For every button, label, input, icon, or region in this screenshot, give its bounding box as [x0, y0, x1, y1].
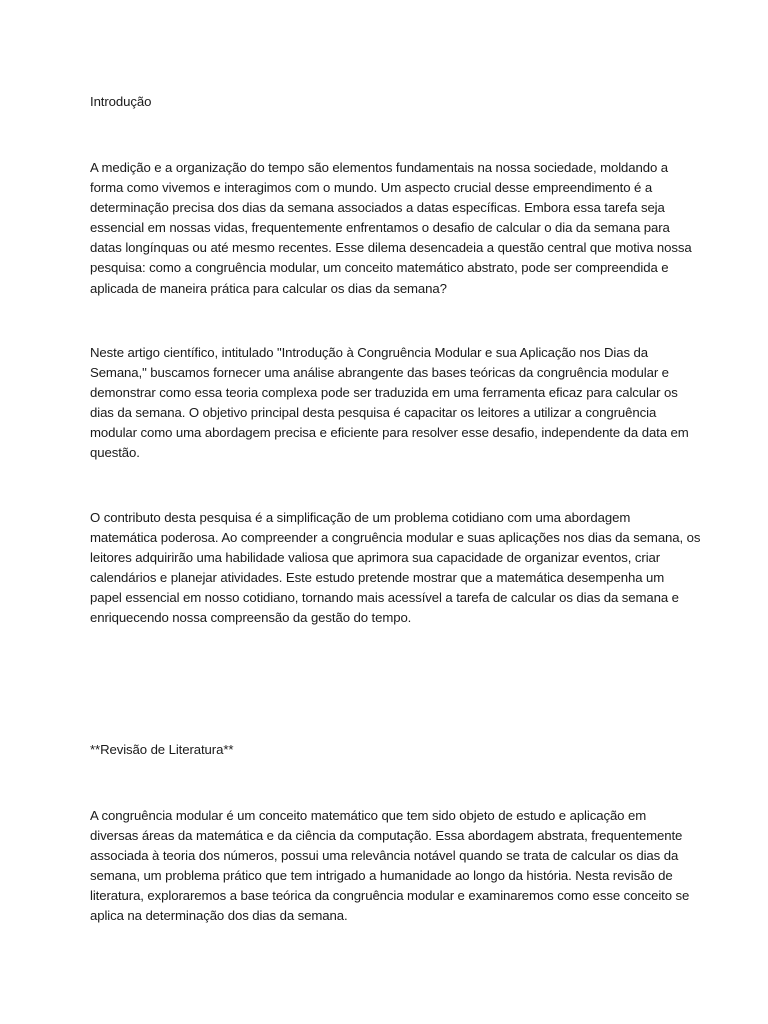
paragraph-line: aplica na determinação dos dias da semana. [90, 908, 348, 924]
paragraph-line: semana, um problema prático que tem intrigado a humanidade ao longo da história. Nesta revisão de [90, 868, 673, 884]
paragraph-line: essencial em nossas vidas, frequentemente enfrentamos o desafio de calcular o dia da semana para [90, 220, 670, 236]
paragraph-line: associada à teoria dos números, possui uma relevância notável quando se trata de calcular os dias da [90, 848, 679, 864]
paragraph-line: matemática poderosa. Ao compreender a congruência modular e suas aplicações nos dias da semana, os [90, 530, 701, 546]
paragraph-line: questão. [90, 445, 140, 461]
heading-text: Introdução [90, 94, 152, 109]
paragraph-line: enriquecendo nossa compreensão da gestão do tempo. [90, 610, 412, 626]
paragraph-line: pesquisa: como a congruência modular, um conceito matemático abstrato, pode ser compreendida e [90, 260, 669, 276]
paragraph-line: papel essencial em nosso cotidiano, tornando mais acessível a tarefa de calcular os dias da semana e [90, 590, 679, 606]
paragraph-line: forma como vivemos e interagimos com o mundo. Um aspecto crucial desse empreendimento é a [90, 180, 653, 196]
paragraph-line: leitores adquirirão uma habilidade valiosa que aprimora sua capacidade de organizar eventos, criar [90, 550, 661, 566]
paragraph-intro-3 [90, 508, 701, 629]
paragraph-line: diversas áreas da matemática e da ciência da computação. Essa abordagem abstrata, frequentemente [90, 828, 683, 844]
paragraph-line: aplicada de maneira prática para calcular os dias da semana? [90, 280, 447, 296]
paragraph-intro-2 [90, 343, 690, 464]
paragraph-line: demonstrar como essa teoria complexa pode ser traduzida em uma ferramenta eficaz para calcular os [90, 385, 678, 401]
paragraph-line: O contributo desta pesquisa é a simplificação de um problema cotidiano com uma abordagem [90, 510, 631, 525]
paragraph-line: literatura, exploraremos a base teórica da congruência modular e examinaremos como esse conceito se [90, 888, 690, 904]
paragraph-line: A medição e a organização do tempo são elementos fundamentais na nossa sociedade, moldando a [90, 160, 669, 175]
paragraph-line: modular como uma abordagem precisa e eficiente para resolver esse desafio, independente da data em [90, 425, 689, 441]
heading-text: **Revisão de Literatura** [90, 742, 234, 757]
paragraph-intro-1 [90, 158, 690, 299]
paragraph-line: datas longínquas ou até mesmo recentes. Esse dilema desencadeia a questão central que motiva nossa [90, 240, 692, 256]
paragraph-line: determinação precisa dos dias da semana associados a datas específicas. Embora essa tarefa seja [90, 200, 665, 216]
paragraph-line: A congruência modular é um conceito matemático que tem sido objeto de estudo e aplicação em [90, 808, 647, 823]
paragraph-line: Neste artigo científico, intitulado "Introdução à Congruência Modular e sua Aplicação nos Dias da [90, 345, 648, 360]
paragraph-literature-review [90, 806, 690, 927]
section-heading-literature-review [90, 740, 690, 760]
section-heading-introduction [90, 92, 690, 112]
paragraph-line: calendários e planejar atividades. Este estudo pretende mostrar que a matemática desempenha um [90, 570, 665, 586]
paragraph-line: Semana," buscamos fornecer uma análise abrangente das bases teóricas da congruência modular e [90, 365, 669, 381]
paragraph-line: dias da semana. O objetivo principal desta pesquisa é capacitar os leitores a utilizar a congruência [90, 405, 657, 421]
